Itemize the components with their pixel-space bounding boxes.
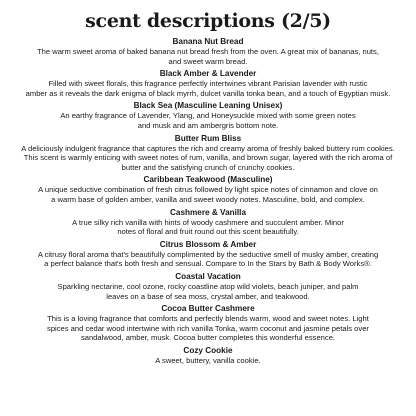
scent-description-line: spices and cedar wood intertwine with rich vanilla Tonka, warm coconut and jasmine petals over: [47, 323, 369, 333]
scent-name: Black Amber & Lavender: [159, 69, 257, 79]
scent-description: [0, 218, 416, 237]
scent-description: [0, 185, 416, 204]
scent-description: [0, 111, 416, 130]
scent-description: [0, 356, 416, 366]
scent-description-line: An earthy fragrance of Lavender, Ylang, and Honeysuckle mixed with some green notes: [60, 111, 356, 121]
scent-entry: [0, 240, 416, 269]
scent-description: [0, 282, 416, 301]
page-title: scent descriptions (2/5): [85, 10, 331, 32]
scent-description-line: A true silky rich vanilla with hints of woody cashmere and succulent amber. Minor: [72, 217, 344, 227]
scent-entry: [0, 37, 416, 66]
scent-description-line: a warm base of golden amber, vanilla and sweet woody notes. Masculine, bold, and complex.: [51, 194, 365, 204]
scent-description-line: and sweet warm bread.: [168, 56, 248, 66]
scent-entry: [0, 272, 416, 301]
scent-description-line: leaves on a base of sea moss, crystal amber, and teakwood.: [106, 291, 310, 301]
scent-description: [0, 144, 416, 173]
scent-name: Banana Nut Bread: [172, 37, 244, 46]
scent-description-line: A sweet, buttery, vanilla cookie.: [155, 355, 261, 365]
scent-description-line: A unique seductive combination of fresh citrus followed by light spice notes of cinnamon and clove on: [38, 185, 378, 195]
scent-entry: [0, 69, 416, 98]
scent-description-line: Filled with sweet florals, this fragrance perfectly intertwines vibrant Parisian lavender with rustic: [48, 79, 368, 89]
scent-entry: [0, 101, 416, 130]
scent-list: [0, 37, 416, 365]
scent-description: [0, 250, 416, 269]
scent-name: Cocoa Butter Cashmere: [161, 304, 255, 314]
scent-name: Coastal Vacation: [175, 271, 241, 281]
scent-name: Cashmere & Vanilla: [170, 207, 246, 217]
scent-description-line: amber as it reveals the dark enigma of black myrrh, dulcet vanilla tonka bean, and a touch of Egyptian musk.: [25, 88, 391, 98]
scent-description: [0, 79, 416, 98]
scent-description-line: The warm sweet aroma of baked banana nut bread fresh from the oven. A great mix of bananas, nuts,: [37, 47, 379, 56]
scent-description-line: a perfect balance that's both fresh and sensual. Compare to In the Stars by Bath & Body Works®.: [44, 259, 372, 269]
scent-entry: [0, 208, 416, 237]
scent-entry: [0, 304, 416, 343]
scent-description-line: Sparkling nectarine, cool ozone, rocky coastline atop wild violets, beach juniper, and palm: [57, 281, 359, 291]
scent-description-line: sandalwood, amber, musk. Cocoa butter completes this wonderful essence.: [80, 333, 336, 343]
scent-description: [0, 47, 416, 66]
scent-name: Cozy Cookie: [183, 345, 233, 355]
scent-entry: [0, 134, 416, 173]
scent-name: Black Sea (Masculine Leaning Unisex): [133, 101, 283, 111]
scent-entry: [0, 175, 416, 204]
scent-name: Butter Rum Bliss: [174, 133, 242, 143]
scent-name: Citrus Blossom & Amber: [159, 239, 257, 249]
scent-description-line: A citrusy floral aroma that's beautifully complimented by the seductive smell of musky amber, creating: [37, 249, 379, 259]
scent-description-line: This is a loving fragrance that comforts and perfectly blends warm, wood and sweet notes. Light: [47, 314, 369, 324]
scent-description-line: butter and the satisfying crunch of crunchy cookies.: [121, 162, 295, 172]
scent-name: Caribbean Teakwood (Masculine): [143, 175, 273, 185]
scent-description-line: This scent is warmly enticing with sweet notes of rum, vanilla, and brown sugar, layered with the rich aroma of: [23, 153, 393, 163]
scent-description-line: and musk and am ambergris bottom note.: [137, 120, 279, 130]
scent-description: [0, 314, 416, 343]
scent-description-line: A deliciously indulgent fragrance that captures the rich and creamy aroma of freshly baked buttery rum cookies.: [21, 143, 395, 153]
scent-description-line: notes of floral and fruit round out this scent beautifully.: [117, 227, 299, 237]
scent-entry: [0, 346, 416, 366]
